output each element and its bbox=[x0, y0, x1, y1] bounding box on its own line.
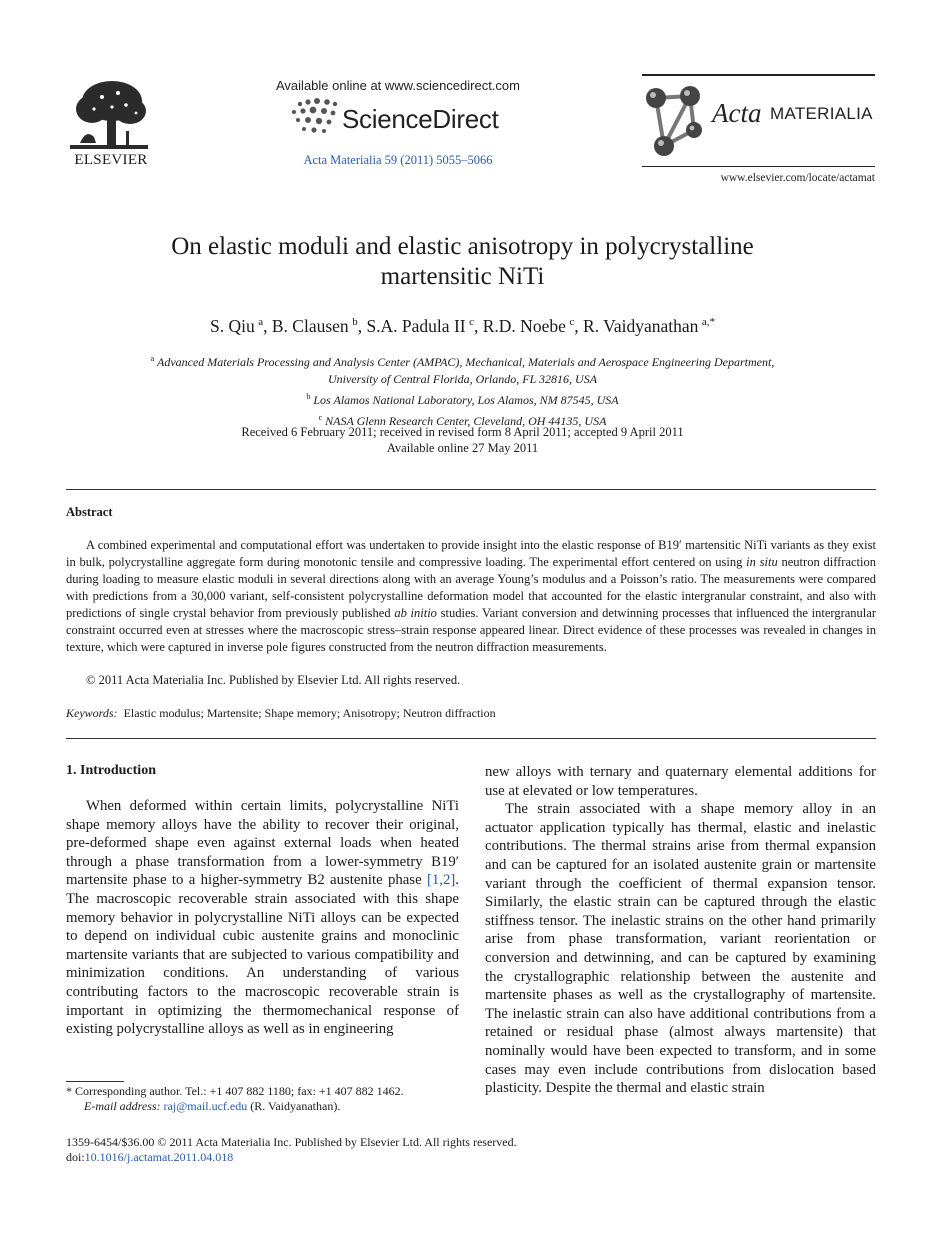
title-line-2: martensitic NiTi bbox=[380, 263, 545, 290]
footnote-rule bbox=[66, 1081, 124, 1082]
footnote-email: E-mail address: raj@mail.ucf.edu (R. Vaidyanathan). bbox=[84, 1099, 341, 1113]
sciencedirect-wordmark: ScienceDirect bbox=[342, 104, 499, 134]
affiliations bbox=[70, 350, 855, 430]
abstract-copyright: © 2011 Acta Materialia Inc. Published by Elsevier Ltd. All rights reserved. bbox=[86, 673, 461, 687]
article-title bbox=[70, 232, 855, 292]
journal-citation-link[interactable]: Acta Materialia 59 (2011) 5055–5066 bbox=[303, 153, 493, 167]
available-online-text: Available online at www.sciencedirect.com bbox=[276, 78, 520, 93]
affiliation-c: $^c$ NASA Glenn Research Center, Cleveland, OH 44135, USA bbox=[318, 413, 607, 428]
acta-molecule-icon bbox=[640, 82, 712, 160]
affiliation-b: $^b$ Los Alamos National Laboratory, Los Alamos, NM 87545, USA bbox=[306, 392, 619, 407]
author: R. Vaidyanathan $^{a,*}$ bbox=[583, 316, 716, 336]
author: S.A. Padula II $^c$, bbox=[366, 316, 483, 336]
abstract-heading: Abstract bbox=[66, 505, 113, 519]
abstract-body: A combined experimental and computational effort was undertaken to provide insight into the elastic response of B19′ martensitic NiTi variants as they exist in bulk, polycrystalline aggregate form during monotonic tensile and compressive loading. The experimental effort centered on using in situ neutron diffraction during loading to measure elastic moduli in several directions along with an average Young’s modulus and a Poisson’s ratio. The measurements were compared with predictions from a 30,000 variant, self-consistent polycrystalline deformation model that accounted for the elastic intergranular constraint, and also with predictions of single crystal behavior from previously published ab initio studies. Variant conversion and detwinning processes that influenced the intergranular constraint occurred even at stresses where the macroscopic stress–strain response appeared linear. Direct evidence of these processes was revealed in changes in texture, which were captured in inverse pole figures constructed from the neutron diffraction measurements. bbox=[66, 538, 876, 654]
rule-below-keywords bbox=[66, 738, 876, 739]
page-footer bbox=[66, 1135, 517, 1165]
doi-link[interactable]: 10.1016/j.actamat.2011.04.018 bbox=[84, 1150, 234, 1164]
keywords: Keywords: Elastic modulus; Martensite; Shape memory; Anisotropy; Neutron diffraction bbox=[66, 706, 496, 720]
paragraph: When deformed within certain limits, polycrystalline NiTi shape memory alloys have the ability to recover their original, pre-deformed shape even against external loads when heated through a phase transformation from a lower-symmetry B19′ martensite phase to a higher-symmetry B2 austenite phase [1,2]. The macroscopic recoverable strain associated with this shape memory behavior in polycrystalline NiTi alloys can be expected to depend on individual cubic austenite grains and monoclinic martensite variants that are subjected to various compatibility and minimization conditions. An understanding of various contributing factors to the macroscopic recoverable strain is important in optimizing the thermomechanical response of existing polycrystalline alloys as well as in engineering bbox=[66, 798, 459, 1038]
author: R.D. Noebe $^c$, bbox=[482, 316, 584, 336]
title-line-1: On elastic moduli and elastic anisotropy in polycrystalline bbox=[171, 233, 754, 260]
received-dates: Received 6 February 2011; received in revised form 8 April 2011; accepted 9 April 2011 bbox=[241, 425, 684, 439]
affiliation-a: $^a$ Advanced Materials Processing and Analysis Center (AMPAC), Mechanical, Materials and Aerospace Engineering Department, bbox=[150, 354, 775, 369]
citation-link[interactable]: [1,2] bbox=[426, 872, 456, 889]
email-link[interactable]: raj@mail.ucf.edu bbox=[163, 1099, 248, 1113]
acta-wordmark: Acta bbox=[712, 98, 762, 128]
article-dates bbox=[70, 425, 855, 456]
author: S. Qiu $^a$, bbox=[209, 316, 272, 336]
header-rule-top bbox=[642, 74, 875, 76]
issn-line: 1359-6454/$36.00 © 2011 Acta Materialia Inc. Published by Elsevier Ltd. All rights reserved. bbox=[66, 1135, 517, 1149]
doi-line: doi:10.1016/j.actamat.2011.04.018 bbox=[66, 1150, 234, 1164]
paragraph: The strain associated with a shape memory alloy in an actuator application typically has thermal, elastic and inelastic contributions. The thermal strains arise from thermal expansion and can be captured for an isolated austenite grain or martensite variant through the coefficient of thermal expansion tensor. Similarly, the elastic strain can be captured through the elastic stiffness tensor. The inelastic strains on the other hand primarily arise from phase transformation, variant reorientation or conversion and detwinning, and can be captured by examining the crystallographic relationship between the austenite and martensite phases as well as the crystallography of martensite. The inelastic strain can also have additional contributions from a retained or residual phase (almost always martensite) that nominally would have been expected to transform, and in some cases may even include contributions from dislocation based plasticity. Despite the thermal and elastic strain bbox=[485, 801, 876, 1097]
author-list bbox=[70, 316, 855, 337]
right-column bbox=[485, 763, 876, 1098]
paragraph-continued: new alloys with ternary and quaternary elemental additions for use at elevated or low temperatures. bbox=[485, 764, 876, 799]
elsevier-tree-logo bbox=[66, 74, 152, 164]
author: B. Clausen $^b$, bbox=[271, 316, 367, 336]
journal-url[interactable]: www.elsevier.com/locate/actamat bbox=[720, 172, 875, 184]
section-heading-introduction: 1. Introduction bbox=[66, 763, 156, 778]
corresponding-author-footnote bbox=[66, 1084, 459, 1114]
rule-above-abstract bbox=[66, 489, 876, 490]
header-rule-bottom bbox=[642, 166, 875, 167]
materialia-wordmark: MATERIALIA bbox=[770, 104, 873, 123]
footnote-contact: * Corresponding author. Tel.: +1 407 882 1180; fax: +1 407 882 1462. bbox=[66, 1084, 404, 1098]
available-date: Available online 27 May 2011 bbox=[386, 440, 539, 455]
left-column bbox=[66, 763, 459, 1039]
affiliation-a-cont: University of Central Florida, Orlando, FL 32816, USA bbox=[327, 372, 598, 386]
publisher-name: ELSEVIER bbox=[74, 152, 148, 168]
